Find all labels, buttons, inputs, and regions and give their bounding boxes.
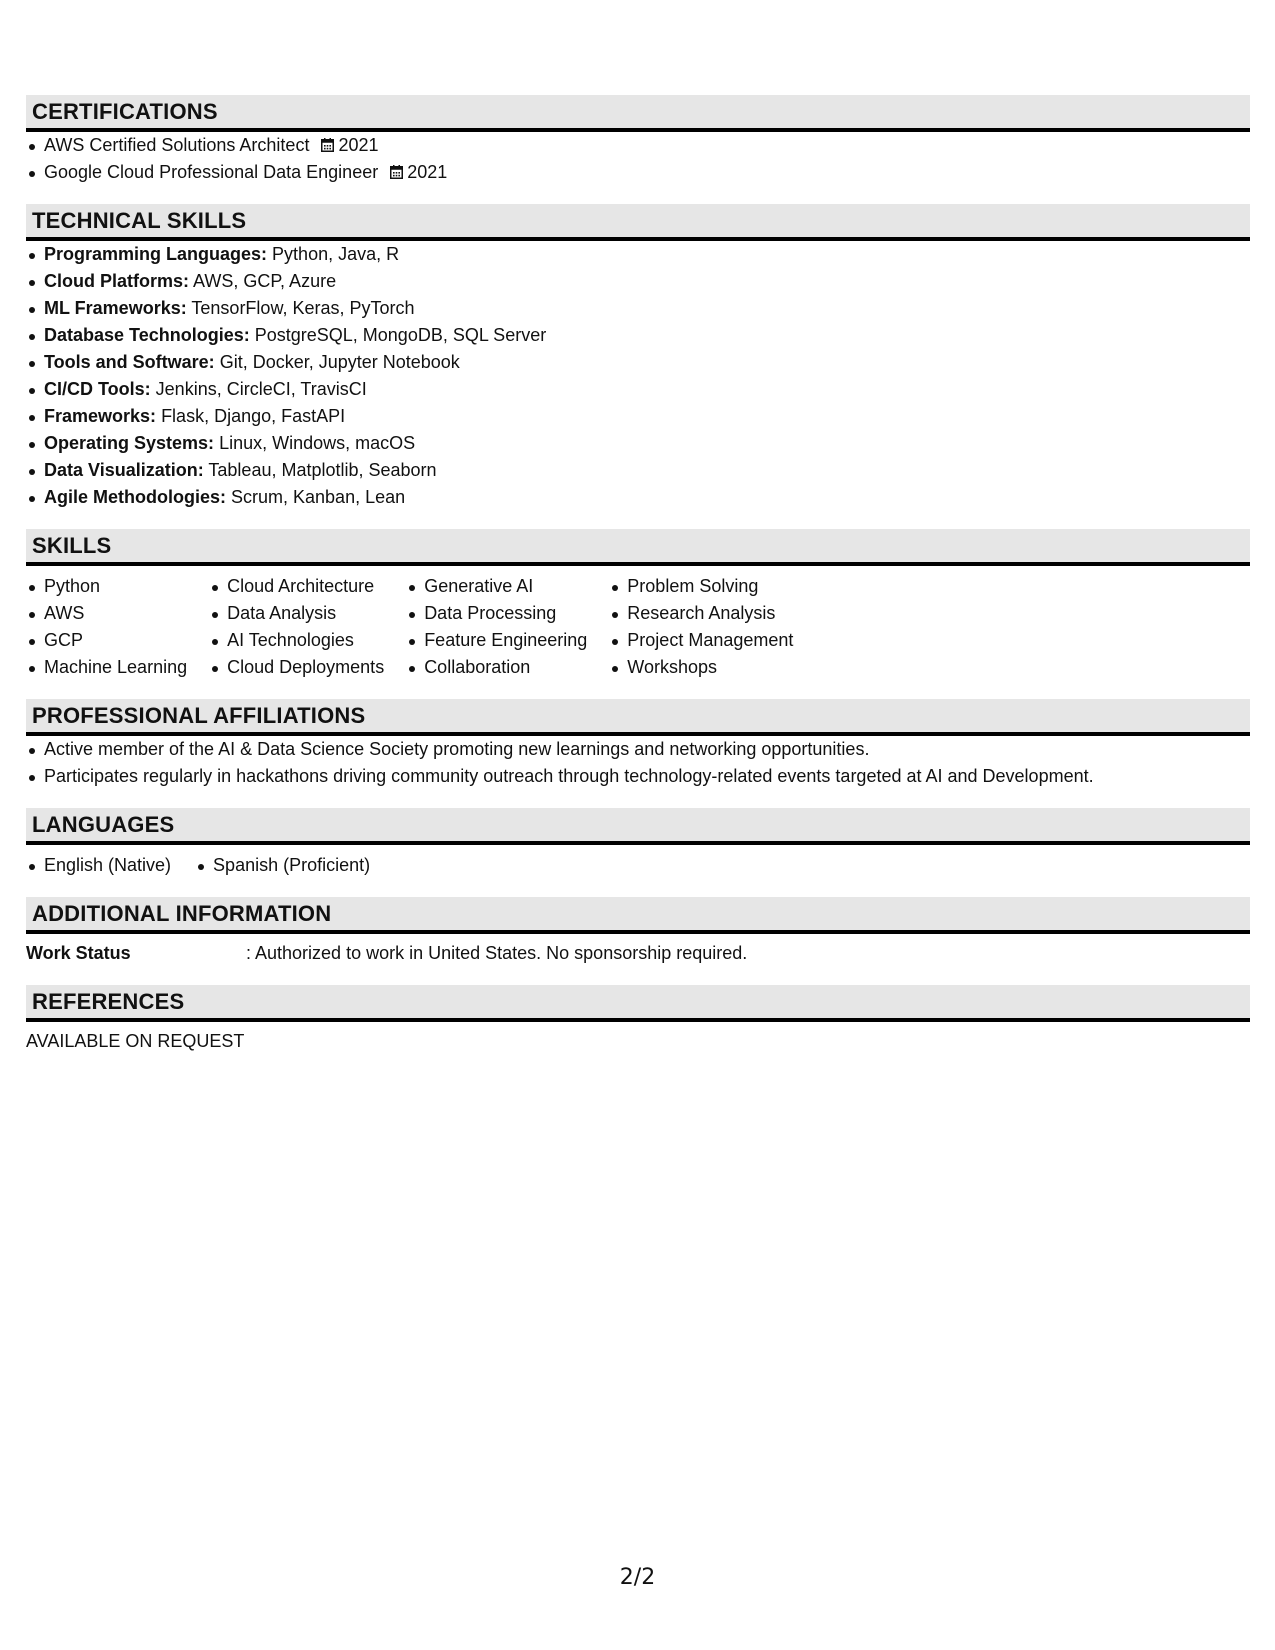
technical-skill-item [26, 376, 1250, 403]
technical-skill-label: Frameworks: [44, 406, 157, 426]
technical-skills-section [26, 204, 1250, 511]
certification-name: AWS Certified Solutions Architect [44, 135, 310, 155]
skills-column [609, 573, 793, 681]
technical-skill-item [26, 457, 1250, 484]
affiliation-item: Participates regularly in hackathons driving community outreach through technology-related events targeted at AI and Development. [26, 763, 1250, 790]
skill-item: Cloud Architecture [209, 573, 384, 600]
languages-column [195, 852, 370, 879]
technical-skill-item [26, 295, 1250, 322]
skill-item: Generative AI [406, 573, 587, 600]
technical-skill-item [26, 349, 1250, 376]
technical-skills-heading: TECHNICAL SKILLS [26, 204, 1250, 241]
skills-section [26, 529, 1250, 681]
technical-skill-value: Jenkins, CircleCI, TravisCI [155, 379, 367, 399]
skill-item: Data Processing [406, 600, 587, 627]
skill-item: Python [26, 573, 187, 600]
skill-item: AI Technologies [209, 627, 384, 654]
skill-item: Project Management [609, 627, 793, 654]
technical-skill-value: Python, Java, R [272, 244, 400, 264]
technical-skill-item [26, 430, 1250, 457]
skills-column [209, 573, 384, 681]
skill-item: Problem Solving [609, 573, 793, 600]
technical-skill-label: Tools and Software: [44, 352, 215, 372]
technical-skill-item [26, 403, 1250, 430]
page-number: 2/2 [619, 1565, 656, 1590]
technical-skill-label: Programming Languages: [44, 244, 268, 264]
skills-column [406, 573, 587, 681]
technical-skill-label: Agile Methodologies: [44, 487, 226, 507]
resume-page [26, 95, 1250, 1073]
references-text: AVAILABLE ON REQUEST [26, 1031, 245, 1051]
skills-heading: SKILLS [26, 529, 1250, 566]
skill-item: Collaboration [406, 654, 587, 681]
technical-skill-label: Data Visualization: [44, 460, 204, 480]
references-heading: REFERENCES [26, 985, 1250, 1022]
additional-info-heading: ADDITIONAL INFORMATION [26, 897, 1250, 934]
technical-skill-item [26, 268, 1250, 295]
technical-skill-label: Database Technologies: [44, 325, 250, 345]
skill-item: Cloud Deployments [209, 654, 384, 681]
affiliations-list [26, 736, 1250, 790]
work-status-row [26, 934, 1250, 967]
skill-item: Data Analysis [209, 600, 384, 627]
certifications-section [26, 95, 1250, 186]
affiliations-section [26, 699, 1250, 790]
technical-skill-value: Linux, Windows, macOS [219, 433, 416, 453]
languages-heading: LANGUAGES [26, 808, 1250, 845]
skill-item: GCP [26, 627, 187, 654]
languages-column [26, 852, 171, 879]
technical-skill-value: TensorFlow, Keras, PyTorch [191, 298, 415, 318]
technical-skill-value: AWS, GCP, Azure [193, 271, 337, 291]
certification-year: 2021 [338, 135, 379, 155]
certification-item [26, 132, 1250, 159]
skill-item: Workshops [609, 654, 793, 681]
languages-list [26, 845, 1250, 879]
technical-skill-value: Tableau, Matplotlib, Seaborn [208, 460, 437, 480]
skill-item: Feature Engineering [406, 627, 587, 654]
technical-skill-item [26, 322, 1250, 349]
certification-item [26, 159, 1250, 186]
technical-skill-value: Git, Docker, Jupyter Notebook [219, 352, 460, 372]
skill-item: AWS [26, 600, 187, 627]
technical-skill-value: Flask, Django, FastAPI [161, 406, 346, 426]
technical-skill-item [26, 484, 1250, 511]
technical-skill-value: PostgreSQL, MongoDB, SQL Server [254, 325, 547, 345]
calendar-icon [390, 165, 403, 179]
skill-item: Research Analysis [609, 600, 793, 627]
technical-skill-item [26, 241, 1250, 268]
skill-item: Machine Learning [26, 654, 187, 681]
skills-column [26, 573, 187, 681]
affiliation-item: Active member of the AI & Data Science Society promoting new learnings and networking opportunities. [26, 736, 1250, 763]
additional-info-section [26, 897, 1250, 967]
technical-skill-label: Cloud Platforms: [44, 271, 190, 291]
technical-skill-label: CI/CD Tools: [44, 379, 151, 399]
certification-year: 2021 [407, 162, 448, 182]
technical-skills-list [26, 241, 1250, 511]
affiliations-heading: PROFESSIONAL AFFILIATIONS [26, 699, 1250, 736]
calendar-icon [321, 138, 334, 152]
languages-section [26, 808, 1250, 879]
language-item: Spanish (Proficient) [195, 852, 370, 879]
technical-skill-label: ML Frameworks: [44, 298, 187, 318]
language-item: English (Native) [26, 852, 171, 879]
skills-grid [26, 566, 1250, 681]
certifications-heading: CERTIFICATIONS [26, 95, 1250, 132]
certifications-list [26, 132, 1250, 186]
certification-name: Google Cloud Professional Data Engineer [44, 162, 379, 182]
technical-skill-value: Scrum, Kanban, Lean [231, 487, 406, 507]
technical-skill-label: Operating Systems: [44, 433, 215, 453]
work-status-value: : Authorized to work in United States. No sponsorship required. [246, 943, 748, 963]
work-status-label: Work Status [26, 943, 131, 963]
references-section [26, 985, 1250, 1055]
